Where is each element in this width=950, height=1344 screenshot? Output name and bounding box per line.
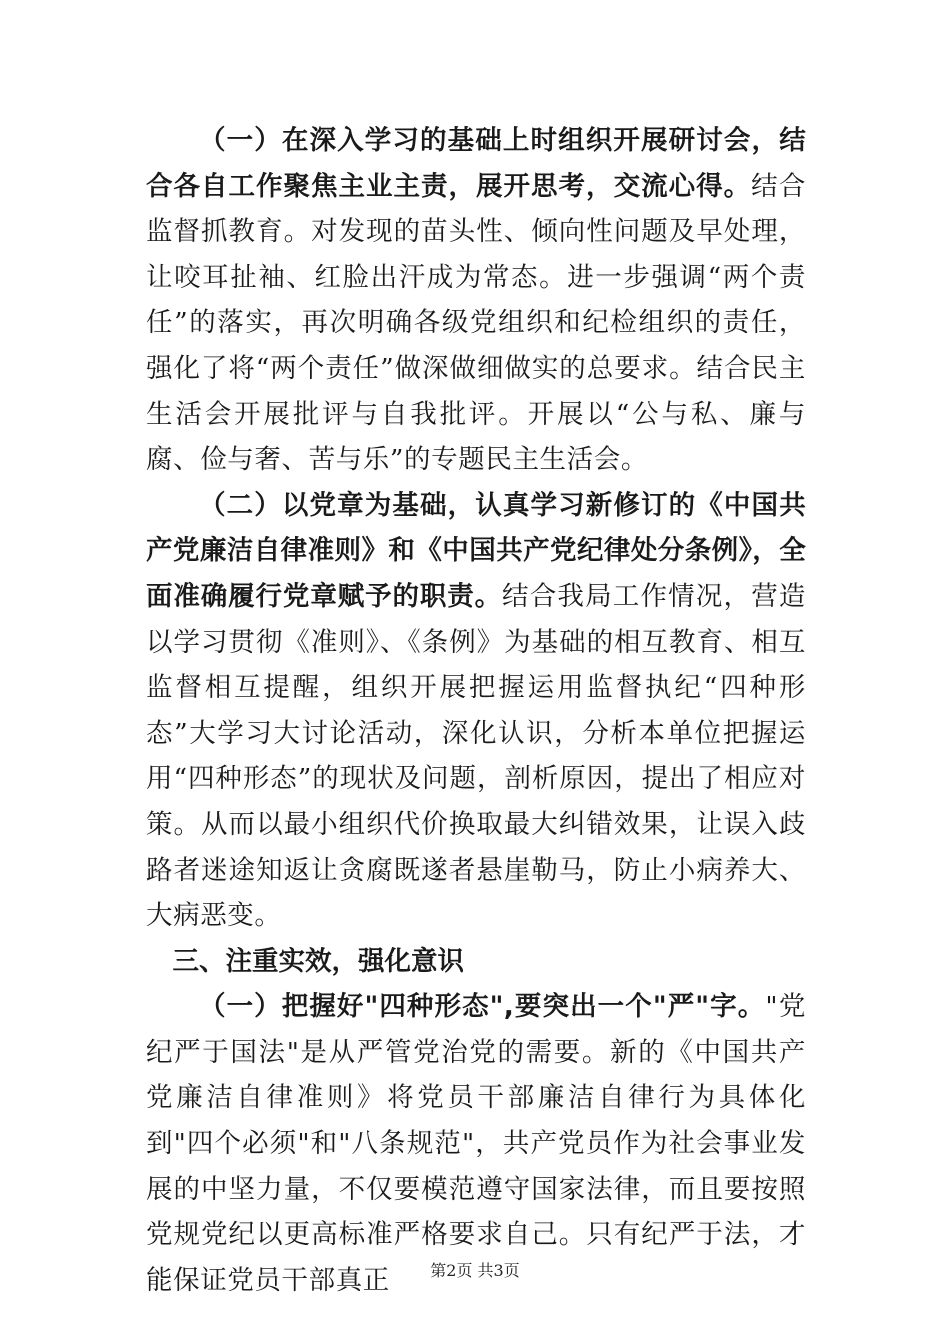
paragraph-3: [146, 984, 806, 1303]
paragraph-1: [146, 118, 806, 483]
document-body: [146, 118, 806, 1303]
section-heading: 三、注重实效，强化意识: [172, 945, 464, 977]
paragraph-3-text: "党纪严于国法"是从严管党治党的需要。新的《中国共产党廉洁自律准则》将党员干部廉洁自律行为具体化到"四个必须"和"八条规范"，共产党员作为社会事业发展的中坚力量，不仅要模范遵守国家法律，而且要按照党规党纪以更高标准严格要求自己。只有纪严于法，才能保证党员干部真正: [146, 991, 806, 1296]
paragraph-2-text: 结合我局工作情况，营造以学习贯彻《准则》、《条例》为基础的相互教育、相互监督相互提醒，组织开展把握运用监督执纪“四种形态”大学习大讨论活动，深化认识，分析本单位把握运用“四种形态”的现状及问题，剖析原因，提出了相应对策。从而以最小组织代价换取最大纠错效果，让误入歧路者迷途知返让贪腐既遂者悬崖勒马，防止小病养大、大病恶变。: [146, 580, 806, 932]
page-footer: 第2页 共3页: [430, 1261, 520, 1280]
paragraph-2: [146, 483, 806, 939]
paragraph-1-text: 结合监督抓教育。对发现的苗头性、倾向性问题及早处理，让咬耳扯袖、红脸出汗成为常态。进一步强调“两个责任”的落实，再次明确各级党组织和纪检组织的责任，强化了将“两个责任”做深做细做实的总要求。结合民主生活会开展批评与自我批评。开展以“公与私、廉与腐、俭与奢、苦与乐”的专题民主生活会。: [146, 170, 806, 476]
paragraph-1-lead: （一）在深入学习的基础上时组织开展研讨会，结合各自工作聚焦主业主责，展开思考，交流心得。: [146, 125, 806, 202]
paragraph-3-lead: （一）把握好"四种形态",要突出一个"严"字。: [199, 991, 766, 1023]
paragraph-2-lead: （二）以党章为基础，认真学习新修订的《中国共产党廉洁自律准则》和《中国共产党纪律处分条例》，全面准确履行党章赋予的职责。: [146, 489, 806, 612]
